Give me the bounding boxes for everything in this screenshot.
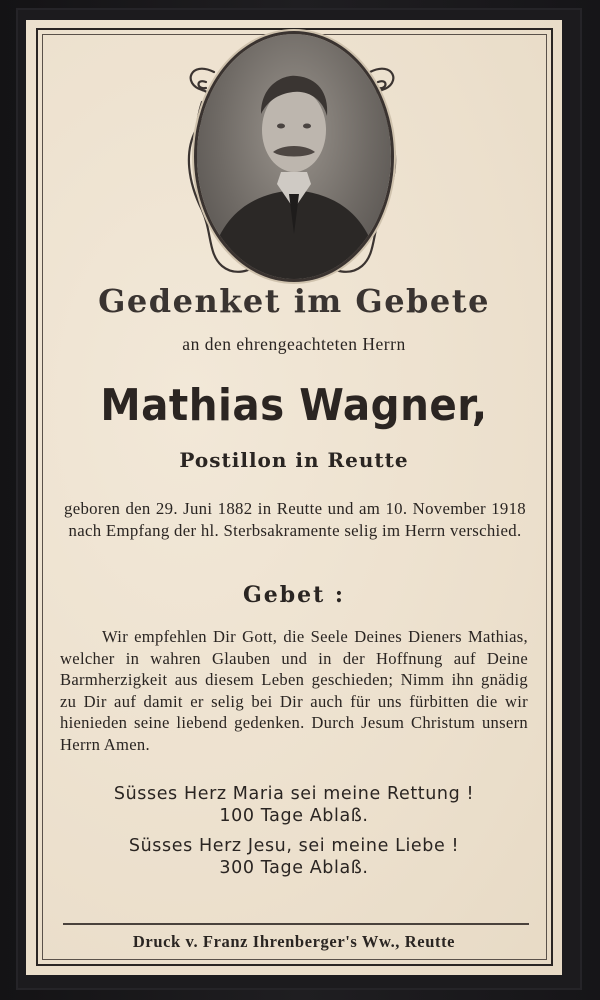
portrait-photo: [197, 34, 391, 279]
prayer-title: Gebet :: [242, 582, 346, 608]
indulgence-days-2: 300 Tage Ablaß.: [219, 858, 369, 878]
portrait-figure-icon: [197, 34, 391, 279]
intro-line: an den ehrengeachteten Herrn: [182, 334, 406, 354]
indulgence-line-2: Süsses Herz Jesu, sei meine Liebe !: [128, 836, 460, 856]
printer-credit: Druck v. Franz Ihrenberger's Ww., Reutte: [132, 932, 456, 951]
prayer-text: Wir empfehlen Dir Gott, die Seele Deines Dieners Mathias, welcher in wahren Glauben und in der Hoffnung auf Deine Barmherzigkeit aus diesem Leben geschieden; Nimm ihn gnädig zu Dir auf damit er selig bei Dir auch für uns fürbitten die wir hienieden seine liebend gedenken. Durch Jesum Christum unsern Herrn Amen.: [60, 627, 528, 754]
memorial-card: [26, 20, 562, 975]
deceased-name: Mathias Wagner,: [100, 380, 488, 431]
footer-divider: [63, 923, 529, 925]
indulgence-days-1: 100 Tage Ablaß.: [219, 806, 369, 826]
indulgence-line-1: Süsses Herz Maria sei meine Rettung !: [113, 784, 475, 804]
biography-text: geboren den 29. Juni 1882 in Reutte und am 10. November 1918 nach Empfang der hl. Sterbsakramente selig im Herrn verschied.: [64, 499, 526, 540]
occupation: Postillon in Reutte: [179, 448, 409, 472]
card-heading: Gedenket im Gebete: [98, 282, 490, 320]
